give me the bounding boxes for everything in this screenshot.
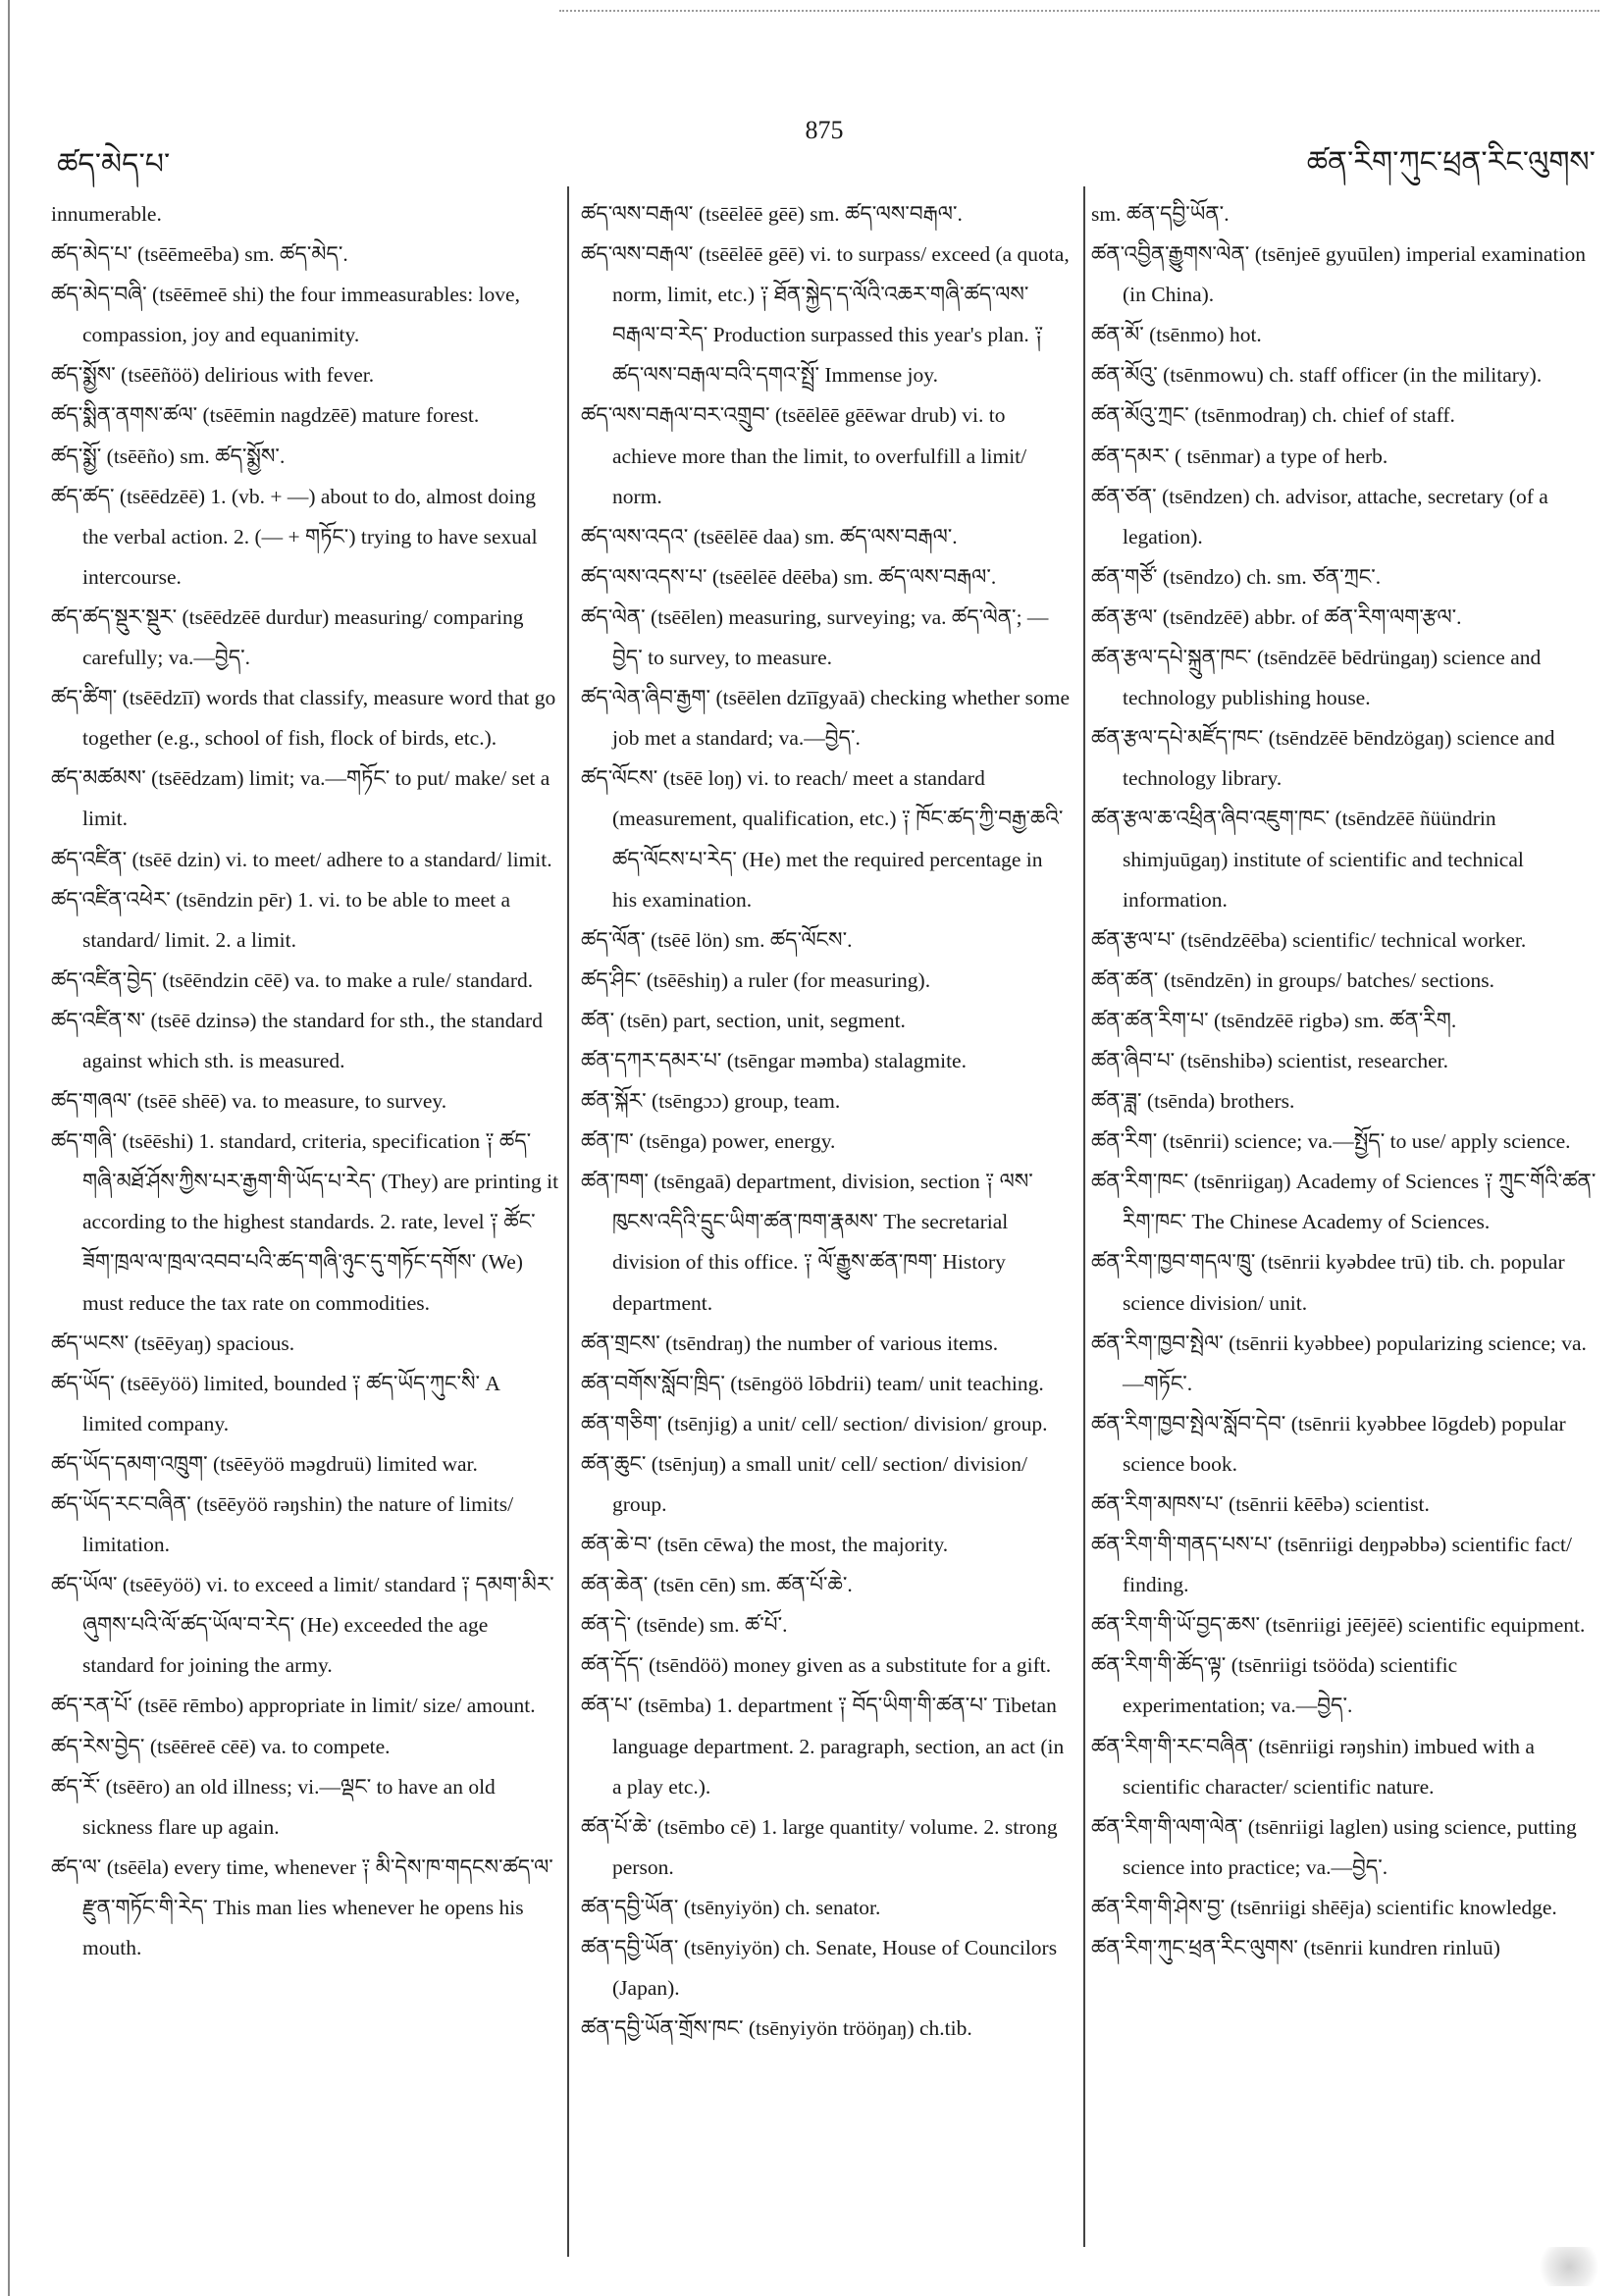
dictionary-entry: ཚན་ཞིབ་པ་ (tsēnshibə) scientist, researcher. [1091,1048,1448,1072]
dictionary-entry: ཚན་དཀར་དམར་པ་ (tsēngar məmba) stalagmite. [581,1048,967,1072]
top-rule [559,10,1599,12]
dictionary-entry: ཚན་ (tsēn) part, section, unit, segment. [581,1008,906,1032]
dictionary-entry: ཚན་དབྱི་ཡོན་ (tsēnyiyön) ch. Senate, House of Councilors (Japan). [581,1936,1058,2001]
dictionary-entry: ཚད་མེད་བཞི་ (tsēēmeē shi) the four immeasurables: love, compassion, joy and equanimity. [51,283,520,347]
dictionary-entry: ཚན་རྩལ་པ་ (tsēndzēēba) scientific/ technical worker. [1091,927,1527,952]
dictionary-entry: ཚན་རིག་གི་ཚོད་ལྟ་ (tsēnriigi tsööda) scientific experimentation; va.—བྱེད་. [1091,1653,1458,1718]
dictionary-entry: ཚན་འབྱིན་རྒྱུགས་ལེན་ (tsēnjeē gyuūlen) imperial examination (in China). [1091,242,1587,307]
dictionary-entry: ཚན་རིག་གི་རང་བཞིན་ (tsēnriigi rəŋshin) imbued with a scientific character/ scientific nature. [1091,1734,1535,1799]
page-edge [8,0,10,2296]
dictionary-entry: ཚན་ཆུང་ (tsēnjuŋ) a small unit/ cell/ section/ division/ group. [581,1451,1028,1516]
dictionary-entry: ཚན་རིག་གི་གནད་པས་པ་ (tsēnriigi deŋpəbbə) scientific fact/ finding. [1091,1533,1572,1597]
dictionary-entry: ཚན་རྩལ་ཆ་འཕྲིན་ཞིབ་འཇུག་ཁང་ (tsēndzēē ñüündrin shimjuūgaŋ) institute of scientific and technical information. [1091,807,1524,912]
dictionary-entry: ཚན་ཚན་ (tsēndzēn) in groups/ batches/ sections. [1091,967,1495,992]
dictionary-column-1 [51,194,561,1968]
dictionary-entry: ཚན་རྩལ་དཔེ་མཛོད་ཁང་ (tsēndzēē bēndzögaŋ) science and technology library. [1091,726,1555,791]
dictionary-entry: ཚན་རིག་ཀུང་ཕྲན་རིང་ལུགས་ (tsēnrii kundren rinluū) [1091,1936,1500,1960]
right-headword: ཚན་རིག་ཀུང་ཕྲན་རིང་ལུགས་ [1306,146,1596,179]
dictionary-entry: ཚན་བགོས་སློབ་ཁྲིད་ (tsēngöö lōbdrii) team/ unit teaching. [581,1371,1044,1395]
dictionary-entry: ཚད་འཛིན་ (tsēē dzin) vi. to meet/ adhere to a standard/ limit. [51,847,552,871]
left-headword: ཚད་མེད་པ་ [57,148,171,181]
dictionary-entry: sm. ཚན་དབྱི་ཡོན་. [1091,202,1230,226]
column-divider [1083,186,1085,2247]
dictionary-entry: ཚན་སྐོར་ (tsēngɔɔ) group, team. [581,1089,841,1114]
dictionary-entry: ཚན་མོ་ (tsēnmo) hot. [1091,323,1262,347]
dictionary-entry: ཚད་སྨྱོ་ (tsēēño) sm. ཚད་སྨྱོས་. [51,444,286,468]
page-header [0,108,1623,181]
dictionary-entry: ཚད་ཡོད་རང་བཞིན་ (tsēēyöö rəŋshin) the nature of limits/ limitation. [51,1492,514,1557]
dictionary-entry: ཚན་པ་ (tsēmba) 1. department ༑ བོད་ཡིག་གི་ཚན་པ་ Tibetan language department. 2. paragraph, section, an act (in a play etc.). [581,1694,1065,1799]
dictionary-column-2 [581,194,1072,2049]
dictionary-entry: innumerable. [51,202,162,226]
dictionary-entry: ཚན་དབྱི་ཡོན་གྲོས་ཁང་ (tsēnyiyön trööŋaŋ) ch.tib. [581,2016,972,2041]
dictionary-entry: ཚན་རིག་མཁས་པ་ (tsēnrii kēēbə) scientist. [1091,1492,1430,1516]
dictionary-entry: ཚན་རིག་གི་ཤེས་བྱ་ (tsēnriigi shēēja) scientific knowledge. [1091,1895,1557,1919]
dictionary-entry: ཚད་འཛིན་འཕེར་ (tsēndzin pēr) 1. vi. to be able to meet a standard/ limit. 2. a limit. [51,887,511,952]
dictionary-entry: ཚད་ལོངས་ (tsēē loŋ) vi. to reach/ meet a standard (measurement, qualification, etc.) ༑ ཁོང་ཚད་ཀྱི་བརྒྱ་ཆའི་ཚད་ལོངས་པ་རེད་ (He) met the required percentage in his examination. [581,766,1064,912]
dictionary-entry: ཚད་མཚམས་ (tsēēdzam) limit; va.—གཏོང་ to put/ make/ set a limit. [51,766,550,831]
dictionary-entry: ཚན་དོད་ (tsēndöö) money given as a substitute for a gift. [581,1653,1052,1678]
dictionary-entry: ཚན་རིག་ཁྱབ་གདལ་ཁྲུ་ (tsēnrii kyəbdee trū) tib. ch. popular science division/ unit. [1091,1250,1565,1315]
dictionary-entry: ཚད་ལས་བརྒལ་ (tsēēlēē gēē) vi. to surpass/ exceed (a quota, norm, limit, etc.) ༑ ཐོན་སྐྱེད་ད་ལོའི་འཆར་གཞི་ཚད་ལས་བརྒལ་བ་རེད་ Production surpassed this year's plan. ༑ ཚད་ལས་བརྒལ་བའི་དགའ་སྤྲོ་ Immense joy. [581,242,1070,388]
dictionary-entry: ཚད་ཤིང་ (tsēēshiŋ) a ruler (for measuring). [581,967,931,992]
dictionary-entry: ཚད་ལེན་ཞིབ་རྒྱག་ (tsēēlen dzīīgyaā) checking whether some job met a standard; va.—བྱེད་. [581,686,1071,751]
dictionary-entry: ཚན་གཙོ་ (tsēndzo) ch. sm. ཙན་ཀྲང་. [1091,564,1382,589]
dictionary-entry: ཚད་ཚད་ (tsēēdzēē) 1. (vb. + —) about to do, almost doing the verbal action. 2. (— + གཏོང་) trying to have sexual intercourse. [51,484,538,589]
dictionary-entry: ཚན་རྩལ་ (tsēndzēē) abbr. of ཚན་རིག་ལག་རྩལ་. [1091,604,1462,629]
dictionary-entry: ཚན་རིག་ཁྱབ་སྤེལ་ (tsēnrii kyəbbee) popularizing science; va.—གཏོང་. [1091,1331,1587,1395]
dictionary-entry: ཚན་ཁག་ (tsēngaā) department, division, section ༑ ལས་ཁུངས་འདིའི་དྲུང་ཡིག་ཚན་ཁག་རྣམས་ The secretarial division of this office. ༑ ལོ་རྒྱུས་ཚན་ཁག་ History department. [581,1170,1033,1315]
dictionary-entry: ཚད་ཡོད་དམག་འཁྲུག་ (tsēēyöö məgdruü) limited war. [51,1451,478,1476]
dictionary-entry: ཚད་ལ་ (tsēēla) every time, whenever ༑ མི་དེས་ཁ་གདངས་ཚད་ལ་རྫུན་གཏོང་གི་རེད་ This man lies whenever he opens his mouth. [51,1854,553,1960]
dictionary-entry: ཚན་ཟླ་ (tsēnda) brothers. [1091,1089,1295,1114]
dictionary-entry: ཚན་དམར་ ( tsēnmar) a type of herb. [1091,444,1388,468]
scan-smudge [1535,2247,1603,2286]
dictionary-entry: ཚན་ཁ་ (tsēnga) power, energy. [581,1129,836,1154]
dictionary-column-3 [1091,194,1601,1968]
dictionary-entry: ཚད་ལོན་ (tsēē lön) sm. ཚད་ལོངས་. [581,927,853,952]
dictionary-entry: ཚན་རིག་ (tsēnrii) science; va.—སྤྱོད་ to use/ apply science. [1091,1129,1571,1154]
dictionary-entry: ཚན་ཚན་རིག་པ་ (tsēndzēē rigbə) sm. ཚན་རིག. [1091,1008,1457,1032]
dictionary-entry: ཚད་གཞལ་ (tsēē shēē) va. to measure, to survey. [51,1089,447,1114]
dictionary-entry: ཚད་ལས་བརྒལ་བར་འགྲུབ་ (tsēēlēē gēēwar drub) vi. to achieve more than the limit, to overfulfill a limit/ norm. [581,403,1027,508]
dictionary-entry: ཚན་ཙན་ (tsēndzen) ch. advisor, attache, secretary (of a legation). [1091,484,1548,548]
dictionary-entry: ཚན་མོའུ་ཀྲང་ (tsēnmodraŋ) ch. chief of staff. [1091,403,1455,428]
dictionary-entry: ཚད་སྨིན་ནགས་ཚལ་ (tsēēmin nagdzēē) mature forest. [51,403,480,428]
column-divider [567,186,569,2257]
dictionary-entry: ཚད་གཞི་ (tsēēshi) 1. standard, criteria, specification ༑ ཚད་གཞི་མཐོ་ཤོས་ཀྱིས་པར་རྒྱག་གི་ཡོད་པ་རེད་ (They) are printing it according to the highest standards. 2. rate, level ༑ ཚོང་ཟོག་ཁྲལ་ལ་ཁྲལ་འབབ་པའི་ཚད་གཞི་ཉུང་དུ་གཏོང་དགོས་ (We) must reduce the tax rate on commodities. [51,1129,559,1315]
dictionary-entry: ཚད་ཡངས་ (tsēēyaŋ) spacious. [51,1331,295,1355]
dictionary-entry: ཚན་དབྱི་ཡོན་ (tsēnyiyön) ch. senator. [581,1895,881,1919]
dictionary-entry: ཚན་ཆེན་ (tsēn cēn) sm. ཚན་པོ་ཆེ་. [581,1573,853,1597]
dictionary-entry: ཚད་ལས་བརྒལ་ (tsēēlēē gēē) sm. ཚད་ལས་བརྒལ་. [581,202,963,226]
dictionary-entry: ཚད་སྨྱོས་ (tsēēñöö) delirious with fever. [51,363,375,388]
dictionary-entry: ཚད་ལས་འདས་པ་ (tsēēlēē dēēba) sm. ཚད་ལས་བརྒལ་. [581,564,997,589]
dictionary-entry: ཚད་འཛིན་བྱེད་ (tsēēndzin cēē) va. to make a rule/ standard. [51,967,534,992]
dictionary-entry: ཚད་མེད་པ་ (tsēēmeēba) sm. ཚད་མེད་. [51,242,348,267]
dictionary-entry: ཚད་རེས་བྱེད་ (tsēēreē cēē) va. to compete. [51,1734,391,1758]
dictionary-entry: ཚན་མོའུ་ (tsēnmowu) ch. staff officer (in the military). [1091,363,1543,388]
dictionary-entry: ཚན་ཆེ་བ་ (tsēn cēwa) the most, the majority. [581,1533,949,1557]
dictionary-entry: ཚན་གྲངས་ (tsēndraŋ) the number of various items. [581,1331,999,1355]
page-number: 875 [805,116,844,144]
dictionary-entry: ཚན་རིག་ཁྱབ་སྤེལ་སློབ་དེབ་ (tsēnrii kyəbbee lōgdeb) popular science book. [1091,1411,1566,1476]
dictionary-entry: ཚན་དེ་ (tsēnde) sm. ཚ་པོ་. [581,1613,788,1638]
dictionary-entry: ཚད་ཚིག་ (tsēēdzīī) words that classify, measure word that go together (e.g., school of fish, flock of birds, etc.). [51,686,556,751]
dictionary-entry: ཚན་རིག་གི་ལག་ལེན་ (tsēnriigi laglen) using science, putting science into practice; va.—བྱེད་. [1091,1814,1577,1879]
dictionary-entry: ཚད་ལེན་ (tsēēlen) measuring, surveying; va. ཚད་ལེན་; —བྱེད་ to survey, to measure. [581,604,1049,670]
dictionary-entry: ཚད་རོ་ (tsēēro) an old illness; vi.—ལྡང་ to have an old sickness flare up again. [51,1774,496,1839]
dictionary-entry: ཚན་རིག་གི་ཡོ་བྱད་ཆས་ (tsēnriigi jēējēē) scientific equipment. [1091,1613,1586,1638]
dictionary-entry: ཚན་གཅིག་ (tsēnjig) a unit/ cell/ section/ division/ group. [581,1411,1048,1435]
dictionary-entry: ཚན་པོ་ཆེ་ (tsēmbo cē) 1. large quantity/ volume. 2. strong person. [581,1814,1058,1879]
dictionary-entry: ཚད་ཚད་སྡུར་སྡུར་ (tsēēdzēē durdur) measuring/ comparing carefully; va.—བྱེད་. [51,604,524,670]
dictionary-entry: ཚད་ལས་འདའ་ (tsēēlēē daa) sm. ཚད་ལས་བརྒལ་. [581,524,958,548]
dictionary-entry: ཚད་འཛིན་ས་ (tsēē dzinsə) the standard for sth., the standard against which sth. is measured. [51,1008,543,1072]
dictionary-entry: ཚད་ཡོད་ (tsēēyöö) limited, bounded ༑ ཚད་ཡོད་ཀུང་སི་ A limited company. [51,1371,499,1435]
dictionary-entry: ཚད་ཡོལ་ (tsēēyöö) vi. to exceed a limit/ standard ༑ དམག་མིར་ཞུགས་པའི་ལོ་ཚད་ཡོལ་བ་རེད་ (He) exceeded the age standard for joining the army. [51,1573,554,1678]
dictionary-entry: ཚན་རིག་ཁང་ (tsēnriigaŋ) Academy of Sciences ༑ ཀྲུང་གོའི་ཚན་རིག་ཁང་ The Chinese Academy of Sciences. [1091,1170,1597,1234]
dictionary-entry: ཚད་རན་པོ་ (tsēē rēmbo) appropriate in limit/ size/ amount. [51,1694,536,1718]
dictionary-entry: ཚན་རྩལ་དཔེ་སྐྲུན་ཁང་ (tsēndzēē bēdrüngaŋ) science and technology publishing house. [1091,646,1542,710]
